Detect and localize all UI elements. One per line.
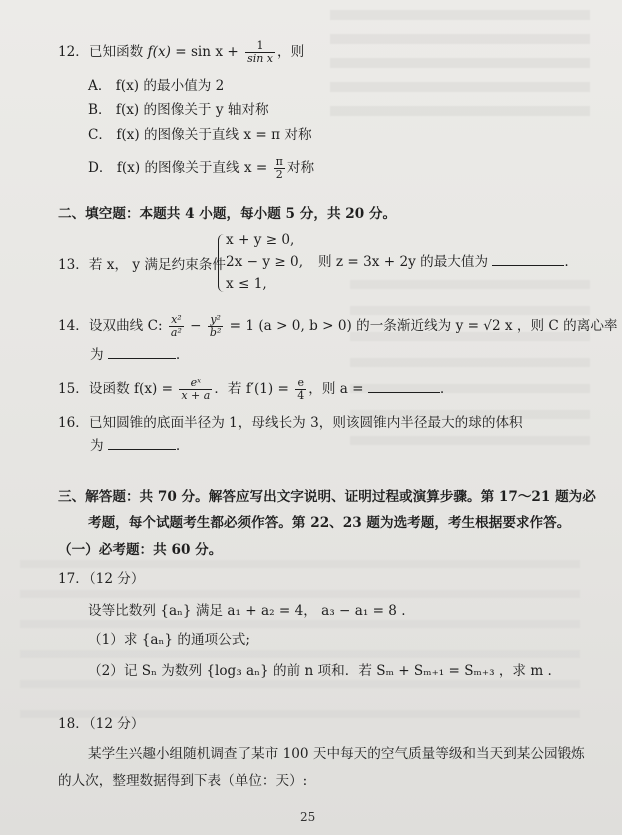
q12-eq: = sin x + — [170, 44, 244, 60]
section3-title-line1: 三、解答题：共 70 分。解答应写出文字说明、证明过程或演算步骤。第 17～21 题为必 — [58, 489, 596, 505]
q18-line2: 的人次，整理数据得到下表（单位：天）: — [58, 773, 308, 789]
q13-constraint-1: x + y ≥ 0, — [226, 232, 295, 248]
q12-prefix: 12．已知函数 — [58, 44, 144, 60]
q17-head: 17．（12 分） — [58, 571, 145, 587]
q15-mid: ．若 f′(1) = — [214, 381, 294, 397]
q16-line2-text: 为 — [90, 438, 104, 454]
frac-den: b² — [209, 326, 222, 339]
q15-frac-2 — [295, 377, 306, 402]
q12-option-b — [88, 101, 269, 119]
q15-line — [58, 377, 444, 402]
q14-minus: − — [185, 318, 206, 334]
q13-constraint-3: x ≤ 1, — [226, 276, 267, 292]
q14-frac-1 — [169, 314, 184, 339]
frac-den: 4 — [297, 389, 305, 402]
q12-option-d — [88, 156, 314, 181]
option-text: f(x) 的最小值为 2 — [115, 78, 225, 94]
q12-d-fraction — [274, 156, 285, 181]
q14-line2 — [90, 346, 180, 364]
bleed-through-shadow — [330, 10, 590, 130]
section3-title-line2: 考题，每个试题考生都必须作答。第 22、23 题为选考题，考生根据要求作答。 — [88, 515, 571, 531]
section3-subtitle: （一）必考题：共 60 分。 — [58, 542, 223, 558]
q12-option-c — [88, 126, 312, 144]
q15-answer-blank[interactable] — [368, 380, 440, 393]
q14-prefix: 14．设双曲线 C: — [58, 318, 167, 334]
frac-den: x + a — [181, 389, 211, 402]
frac-num: π — [275, 155, 283, 168]
q13-suffix-text: 则 z = 3x + 2y 的最大值为 — [318, 254, 489, 270]
option-text: f(x) 的图像关于直线 x = — [116, 160, 272, 176]
q16-answer-blank[interactable] — [108, 437, 176, 450]
q12-fraction — [245, 40, 275, 65]
q14-line1 — [58, 314, 618, 339]
q12-frac-num: 1 — [245, 40, 275, 53]
frac-num: y² — [208, 314, 223, 327]
q13-prefix: 13．若 x， y 满足约束条件 — [58, 257, 226, 273]
q18-head: 18．（12 分） — [58, 716, 145, 732]
q17-part1: （1）求 {aₙ} 的通项公式; — [88, 632, 250, 648]
option-text: f(x) 的图像关于直线 x = π 对称 — [116, 127, 312, 143]
q13-suffix — [318, 253, 569, 271]
q14-frac-2 — [208, 314, 223, 339]
q17-stem: 设等比数列 {aₙ} 满足 a₁ + a₂ = 4， a₃ − a₁ = 8 . — [88, 603, 406, 619]
option-label: A． — [88, 78, 112, 94]
q15-frac-1 — [179, 377, 212, 402]
q12-suffix: ，则 — [277, 44, 305, 60]
frac-num: x² — [169, 314, 184, 327]
option-label: C． — [88, 127, 112, 143]
q12-func: f(x) — [147, 44, 171, 60]
page-number: 25 — [300, 810, 316, 824]
q12-option-a — [88, 77, 224, 95]
q12-stem — [58, 40, 304, 65]
frac-num: e — [295, 377, 306, 390]
q16-end: . — [175, 438, 181, 454]
q13-constraint-2: 2x − y ≥ 0, — [226, 254, 304, 270]
q18-line1: 某学生兴趣小组随机调查了某市 100 天中每天的空气质量等级和当天到某公园锻炼 — [88, 746, 585, 762]
section2-title: 二、填空题：本题共 4 小题，每小题 5 分，共 20 分。 — [58, 206, 397, 222]
q12-frac-den: sin x — [247, 52, 274, 65]
q17-part2: （2）记 Sₙ 为数列 {log₃ aₙ} 的前 n 项和．若 Sₘ + Sₘ₊₁ = Sₘ₊₃ ，求 m . — [88, 663, 552, 679]
frac-den: 2 — [275, 168, 283, 181]
q14-end: . — [175, 347, 181, 363]
q16-line2 — [90, 437, 180, 455]
frac-num: eˣ — [179, 377, 212, 390]
q14-answer-blank[interactable] — [108, 346, 176, 359]
option-label: D． — [88, 160, 113, 176]
q15-end: . — [439, 381, 445, 397]
q15-suffix: ，则 a = — [308, 381, 364, 397]
q13-end: . — [564, 254, 569, 270]
q13-brace — [218, 234, 225, 292]
q16-line1: 16．已知圆锥的底面半径为 1，母线长为 3，则该圆锥内半径最大的球的体积 — [58, 415, 523, 431]
option-text: f(x) 的图像关于 y 轴对称 — [115, 102, 269, 118]
q13-answer-blank[interactable] — [492, 253, 564, 266]
frac-den: a² — [170, 326, 182, 339]
option-label: B． — [88, 102, 112, 118]
q14-line2-text: 为 — [90, 347, 104, 363]
q14-mid: = 1 (a > 0, b > 0) 的一条渐近线为 y = √2 x ，则 C 的离心率 — [225, 318, 618, 334]
q15-prefix: 15．设函数 f(x) = — [58, 381, 178, 397]
option-text-suffix: 对称 — [286, 160, 315, 176]
